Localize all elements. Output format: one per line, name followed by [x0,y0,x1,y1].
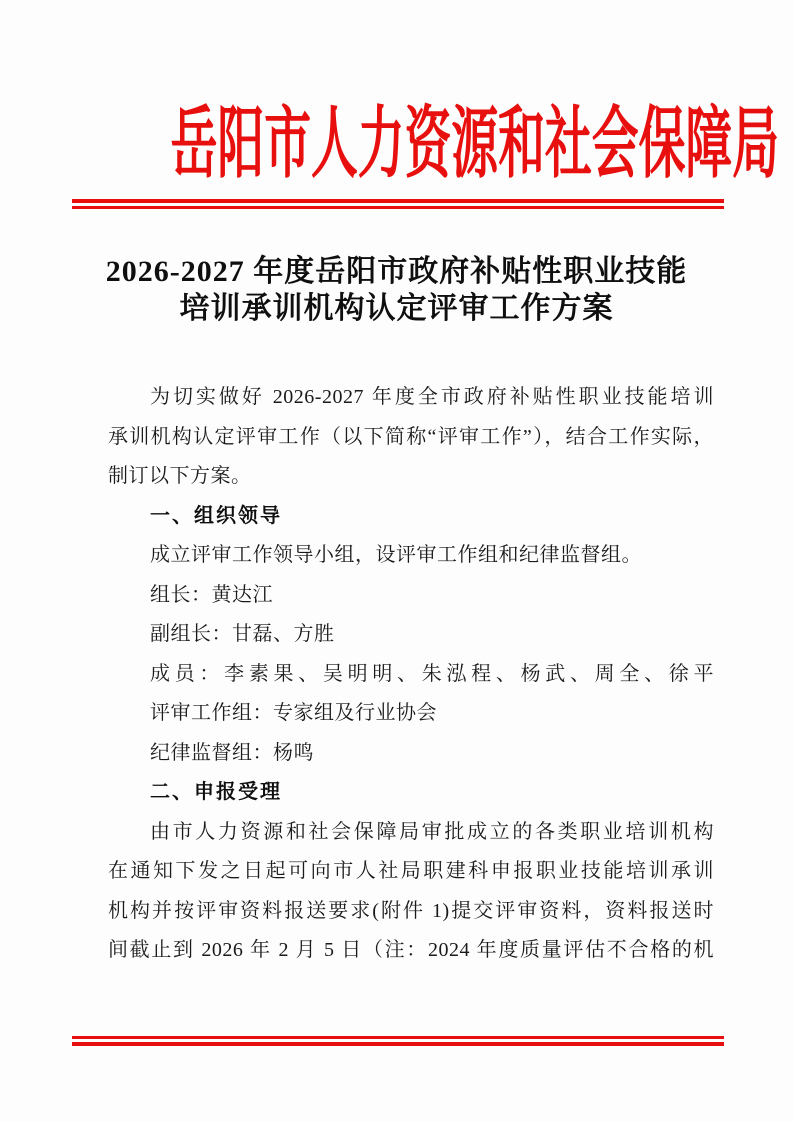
body-line-group-leader: 组长：黄达江 [150,583,273,606]
body-line-deputy-leaders: 副组长：甘磊、方胜 [150,623,335,645]
body-line: 间截止到 2026 年 2 月 5 日（注：2024 年度质量评估不合格的机 [108,939,714,961]
body-line: 机构并按评审资料报送要求(附件 1)提交评审资料，资料报送时 [108,899,714,922]
body-line-members: 成员：李素果、吴明明、朱泓程、杨武、周全、徐平 [150,662,714,685]
body-line: 承训机构认定评审工作（以下简称“评审工作”），结合工作实际， [108,425,714,448]
divider-line-thin [72,206,724,209]
body-line: 由市人力资源和社会保障局审批成立的各类职业培训机构 [150,820,714,843]
section-heading-2: 二、申报受理 [150,781,282,803]
body-line: 制订以下方案。 [108,465,252,487]
document-title-line-2: 培训承训机构认定评审工作方案 [179,292,614,325]
body-line-discipline-group: 纪律监督组：杨鸣 [150,741,314,764]
letterhead-divider [72,199,724,209]
section-heading-1: 一、组织领导 [150,504,282,527]
document-title-line-1: 2026-2027 年度岳阳市政府补贴性职业技能 [105,255,688,288]
body-line: 成立评审工作领导小组，设评审工作组和纪律监督组。 [150,544,642,566]
divider-line-thick [72,1042,724,1046]
divider-line-thick [72,199,724,203]
letterhead-org-name: 岳阳市人力资源和社会保障局 [170,100,780,187]
document-body [108,378,714,971]
footer-divider [72,1036,724,1046]
body-line: 为切实做好 2026-2027 年度全市政府补贴性职业技能培训 [150,386,714,408]
document-title [0,253,793,327]
body-line: 在通知下发之日起可向市人社局职建科申报职业技能培训承训 [108,860,714,882]
divider-line-thin [72,1036,724,1039]
body-line-review-group: 评审工作组：专家组及行业协会 [150,702,437,724]
